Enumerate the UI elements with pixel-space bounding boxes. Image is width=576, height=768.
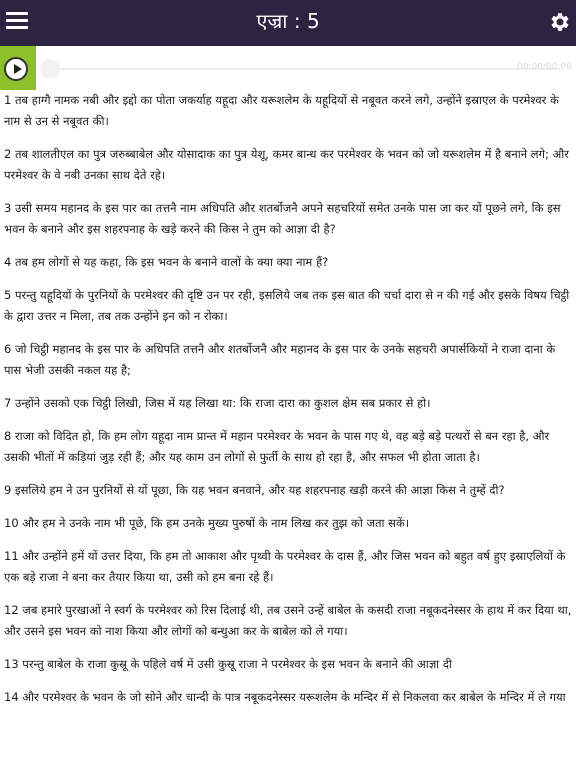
verse-3: 3 उसी समय महानद के इस पार का तत्तनै नाम अधिपति और शतर्बोजनै अपने सहचरियों समेत उनके पास जा कर यों पूछने लगे, कि इस भवन के बनाने और इस शहरपनाह के खड़े करने की किस ने तुम को आज्ञा दी है? (4, 201, 561, 236)
verse-6: 6 जो चिट्ठी महानद के इस पार के अधिपति तत्तनै और शतर्बोजनै और महानद के इस पार के उनके सहचरी अपार्सकियों ने राजा दाना के पास भेजी उसकी नकल यह है; (4, 342, 556, 377)
seek-thumb[interactable] (40, 59, 60, 79)
page-title: एज्रा : 5 (256, 9, 320, 33)
top-app-bar (0, 0, 576, 46)
verse-4: 4 तब हम लोगों से यह कहा, कि इस भवन के बनाने वालों के क्या क्या नाम हैं? (4, 255, 329, 269)
verse-14: 14 और परमेश्वर के भवन के जो सोने और चान्दी के पात्र नबूकदनेस्सर यरूशलेम के मन्दिर में से निकलवा कर बाबेल के मन्दिर में ले गया (4, 690, 566, 704)
verse-5: 5 परन्तु यहूदियों के पुरनियों के परमेश्वर की दृष्टि उन पर रही, इसलिये जब तक इस बात की चर्चा दारा से न की गई और इसके विषय चिट्ठी के द्वारा उत्तर न मिला, तब तक उन्होंने इन को न रोका। (4, 288, 570, 323)
verse-12: 12 जब हमारे पुरखाओं ने स्वर्ग के परमेश्वर को रिस दिलाई थी, तब उसने उन्हें बाबेल के कसदी राजा नबूकदनेस्सर के हाथ में कर दिया था, और उसने इस भवन को नाश किया और लोगों को बन्धुआ कर के बाबेल को ले गया। (4, 603, 572, 638)
audio-player (0, 46, 576, 90)
verse-13: 13 परन्तु बाबेल के राजा कुस्रू के पहिले वर्ष में उसी कुस्रू राजा ने परमेश्वर के इस भवन के बनाने की आज्ञा दी (4, 657, 452, 671)
verse-10: 10 और हम ने उनके नाम भी पूछे, कि हम उनके मुख्य पुरुषों के नाम लिख कर तुझ को जता सकें। (4, 516, 410, 530)
verse-1: 1 तब हाग्गै नामक नबी और इद्दो का पोता जकर्याह यहूदा और यरूशलेम के यहूदियों से नबूवत करने लगे, उन्होंने इस्राएल के परमेश्वर के नाम से उन से नबूवत की। (4, 93, 559, 128)
play-icon[interactable] (4, 57, 28, 81)
verse-9: 9 इसलिये हम ने उन पुरनियों से यों पूछा, कि यह भवन बनवाने, और यह शहरपनाह खड़ी करने की आज्ञा किस ने तुम्हें दी? (4, 483, 505, 497)
verse-2: 2 तब शालतीएल का पुत्र जरुब्बाबेल और योसादाक का पुत्र येशू, कमर बान्ध कर परमेश्वर के भवन को जो यरूशलेम में है बनाने लगे; और परमेश्वर के वे नबी उनका साथ देते रहे। (4, 147, 570, 182)
seek-track[interactable] (44, 68, 560, 70)
play-button-panel (0, 46, 36, 90)
verse-7: 7 उन्होंने उसको एक चिट्ठी लिखी, जिस में यह लिखा था: कि राजा दारा का कुशल क्षेम सब प्रकार से हो। (4, 396, 431, 410)
chapter-text (0, 90, 576, 708)
verse-8: 8 राजा को विदित हो, कि हम लोग यहूदा नाम प्रान्त में महान परमेश्वर के भवन के पास गए थे, वह बड़े बड़े पत्थरों से बन रहा है, और उसकी भीतों में कड़ियां जुड़ रही हैं; और यह काम उन लोगों से फुर्ती के साथ हो रहा है, और सफल भी होता जाता है। (4, 429, 550, 464)
verse-11: 11 और उन्होंने हमें यों उत्तर दिया, कि हम तो आकाश और पृथ्वी के परमेश्वर के दास हैं, और जिस भवन को बहुत वर्ष हुए इस्राएलियों के एक बड़े राजा ने बना कर तैयार किया था, उसी को हम बना रहे हैं। (4, 549, 566, 584)
time-readout: 00:00/00:00 (517, 62, 572, 72)
gear-icon[interactable] (548, 10, 572, 34)
